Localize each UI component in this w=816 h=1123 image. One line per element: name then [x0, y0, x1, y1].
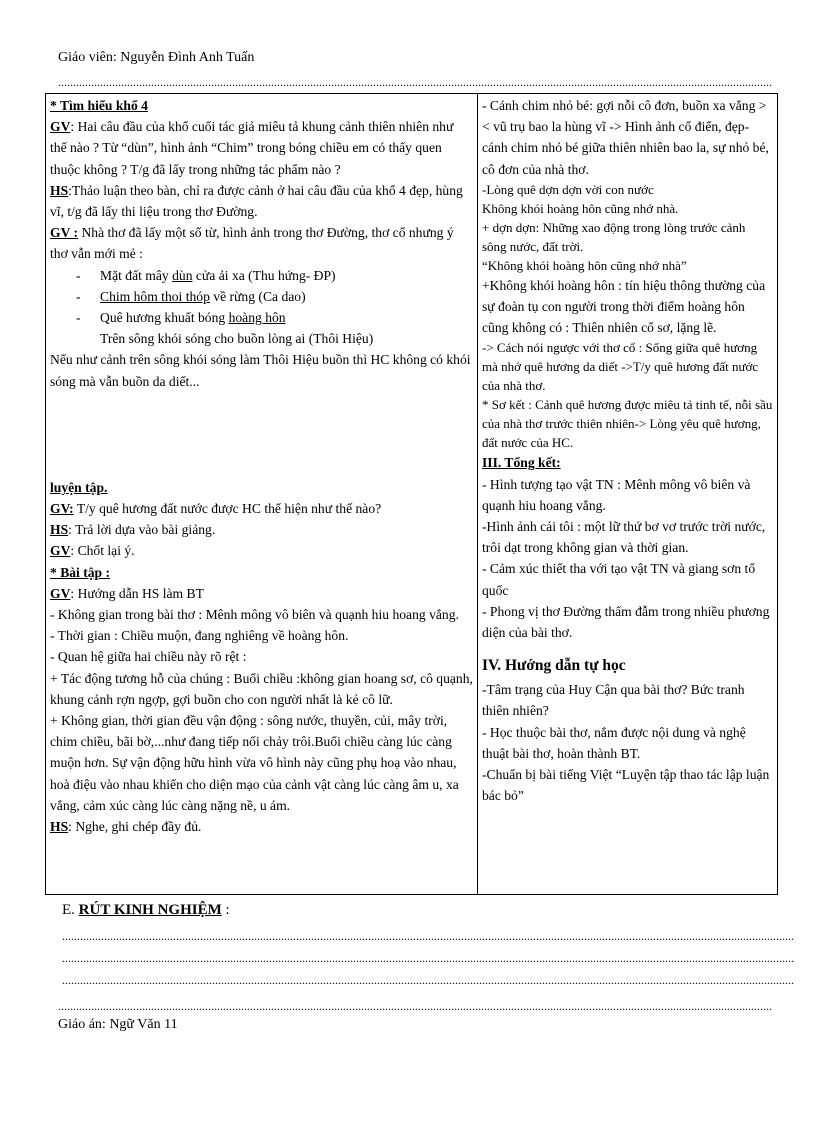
example-item-1: - Mặt đất mây dùn cửa ải xa (Thu hứng- ĐP) — [76, 267, 336, 283]
experience-heading: E. RÚT KINH NGHIỆM : — [62, 902, 230, 918]
experience-line-3 — [62, 974, 795, 986]
footer-dotted-line — [58, 1000, 772, 1012]
gv-question-3: GV: T/y quê hương đất nước được HC thể hiện như thế nào? — [50, 501, 382, 517]
footer-text: Giáo án: Ngữ Văn 11 — [58, 1017, 178, 1032]
experience-line-1 — [62, 930, 795, 942]
gv-conclude: GV: Chốt lại ý. — [50, 543, 135, 559]
right-para-1: - Cánh chim nhỏ bé: gợi nỗi cô đơn, buồn xa vắng >< vũ trụ bao la hùng vĩ -> Hình ảnh cổ điển, đẹp- cánh chim nhỏ bé giữa thiên nhiên bao la, sự nhỏ bé, cô đơn của nhà thơ. — [482, 98, 769, 177]
self-study-heading: IV. Hướng dẫn tự học — [482, 657, 626, 675]
experience-line-2 — [62, 952, 795, 964]
comparison-paragraph: Nếu như cảnh trên sông khói sóng làm Thôi Hiệu buồn thì HC không có khói sóng mà vẫn buồn da diết... — [50, 352, 471, 389]
exercise-line-2: - Thời gian : Chiều muộn, đang nghiêng về hoàng hôn. — [50, 628, 349, 644]
self-study-line-1: -Tâm trạng của Huy Cận qua bài thơ? Bức tranh thiên nhiên? — [482, 682, 745, 719]
gv-explain-2: GV : Nhà thơ đã lấy một số từ, hình ảnh trong thơ Đường, thơ cổ nhưng ý thơ vẫn mới mẻ : — [50, 225, 454, 262]
right-quote-2: Không khói hoàng hôn cũng nhớ nhà. — [482, 200, 679, 216]
summary-line-4: - Phong vị thơ Đường thấm đẫm trong nhiều phương diện của bài thơ. — [482, 603, 770, 641]
practice-heading: luyện tập. — [50, 479, 108, 495]
self-study-line-2: - Học thuộc bài thơ, nắm được nội dung và nghệ thuật bài thơ, hoàn thành BT. — [482, 724, 746, 761]
hs-answer-2: HS: Trả lời dựa vào bài giảng. — [50, 522, 216, 538]
example-item-2: - Chim hôm thoi thóp về rừng (Ca dao) — [76, 288, 306, 304]
right-para-3: +Không khói hoàng hôn : tín hiệu thông thường của sự đoàn tụ con người trong thời điểm hoàng hôn cũng không có : Thiên nhiên cổ sơ, lặng lẽ. — [482, 277, 766, 336]
summary-line-2: -Hình ảnh cái tôi : một lữ thứ bơ vơ trước trời nước, trôi dạt trong không gian và thời gian. — [482, 519, 766, 556]
right-summary: * Sơ kết : Cảnh quê hương được miêu tả tinh tế, nỗi sầu của nhà thơ trước thiên nhiên-> Lòng yêu quê hương, đất nước của HC. — [482, 397, 773, 451]
left-column — [46, 94, 478, 895]
hs-note: HS: Nghe, ghi chép đầy đủ. — [50, 819, 202, 835]
right-para-4: -> Cách nói ngược với thơ cổ : Sống giữa quê hương mà nhớ quê hương da diết ->T/y quê hương đất nước của nhà thơ. — [482, 340, 759, 394]
header-dotted-line — [58, 76, 772, 88]
exercise-line-4: + Tác động tương hỗ của chúng : Buổi chiều :không gian hoang sơ, cô quạnh, khung cảnh rợn ngợp, gợi buồn cho con người nhất là kẻ cô lữ. — [50, 670, 473, 707]
exercise-line-5: + Không gian, thời gian đều vận động : sông nước, thuyền, củi, mây trời, chim chiều, bãi bờ,...như đang tiếp nối chảy trôi.Buổi chiều càng lúc càng muộn hơn. Sự vận động hữu hình vừa vô hình này cũng phụ hoạ vào nhau, hoà điệu vào nhau khiến cho diện mạo của cảnh vật càng lúc càng âm u, xa vắng, cảm xúc càng lúc càng nặng nề, u ám. — [50, 713, 459, 813]
exercise-line-1: - Không gian trong bài thơ : Mênh mông vô biên và quạnh hiu hoang vắng. — [50, 607, 459, 623]
example-item-4: Trên sông khói sóng cho buồn lòng ai (Thôi Hiệu) — [100, 331, 374, 347]
summary-line-1: - Hình tượng tạo vật TN : Mênh mông vô biên và quạnh hiu hoang vắng. — [482, 476, 751, 513]
exercise-line-3: - Quan hệ giữa hai chiều này rõ rệt : — [50, 649, 247, 665]
exercise-heading: * Bài tập : — [50, 564, 111, 580]
right-quote-3: “Không khói hoàng hôn cũng nhớ nhà” — [482, 257, 687, 273]
right-quote-1: -Lòng quê dợn dợn vời con nước — [482, 181, 654, 197]
example-item-3: - Quê hương khuất bóng hoàng hôn — [76, 310, 286, 326]
hs-answer-1: HS:Thảo luận theo bàn, chỉ ra được cảnh ở hai câu đầu của khổ 4 đẹp, hùng vĩ, t/g đã lấy thi liệu trong thơ Đường. — [50, 182, 463, 220]
self-study-line-3: -Chuẩn bị bài tiếng Việt “Luyện tập thao tác lập luận bác bỏ” — [482, 767, 770, 804]
gv-question-1: GV: Hai câu đầu của khổ cuối tác giả miêu tả khung cảnh thiên nhiên như thế nào ? Từ “dùn”, hình ảnh “Chim” trong bóng chiều em có thấy quen thuộc không ? T/g đã lấy trong những tác phẩm nào ? — [50, 119, 454, 177]
right-para-2: + dợn dợn: Những xao động trong lòng trước cảnh sông nước, đất trời. — [482, 219, 746, 254]
teacher-header: Giáo viên: Nguyễn Đình Anh Tuấn — [58, 50, 255, 65]
summary-heading: III. Tổng kết: — [482, 455, 561, 471]
lesson-table — [45, 93, 778, 895]
summary-line-3: - Cảm xúc thiết tha với tạo vật TN và giang sơn tổ quốc — [482, 561, 756, 598]
right-column — [478, 94, 778, 895]
gv-guide: GV: Hướng dẫn HS làm BT — [50, 585, 204, 601]
section-title: * Tìm hiểu khổ 4 — [50, 98, 148, 113]
